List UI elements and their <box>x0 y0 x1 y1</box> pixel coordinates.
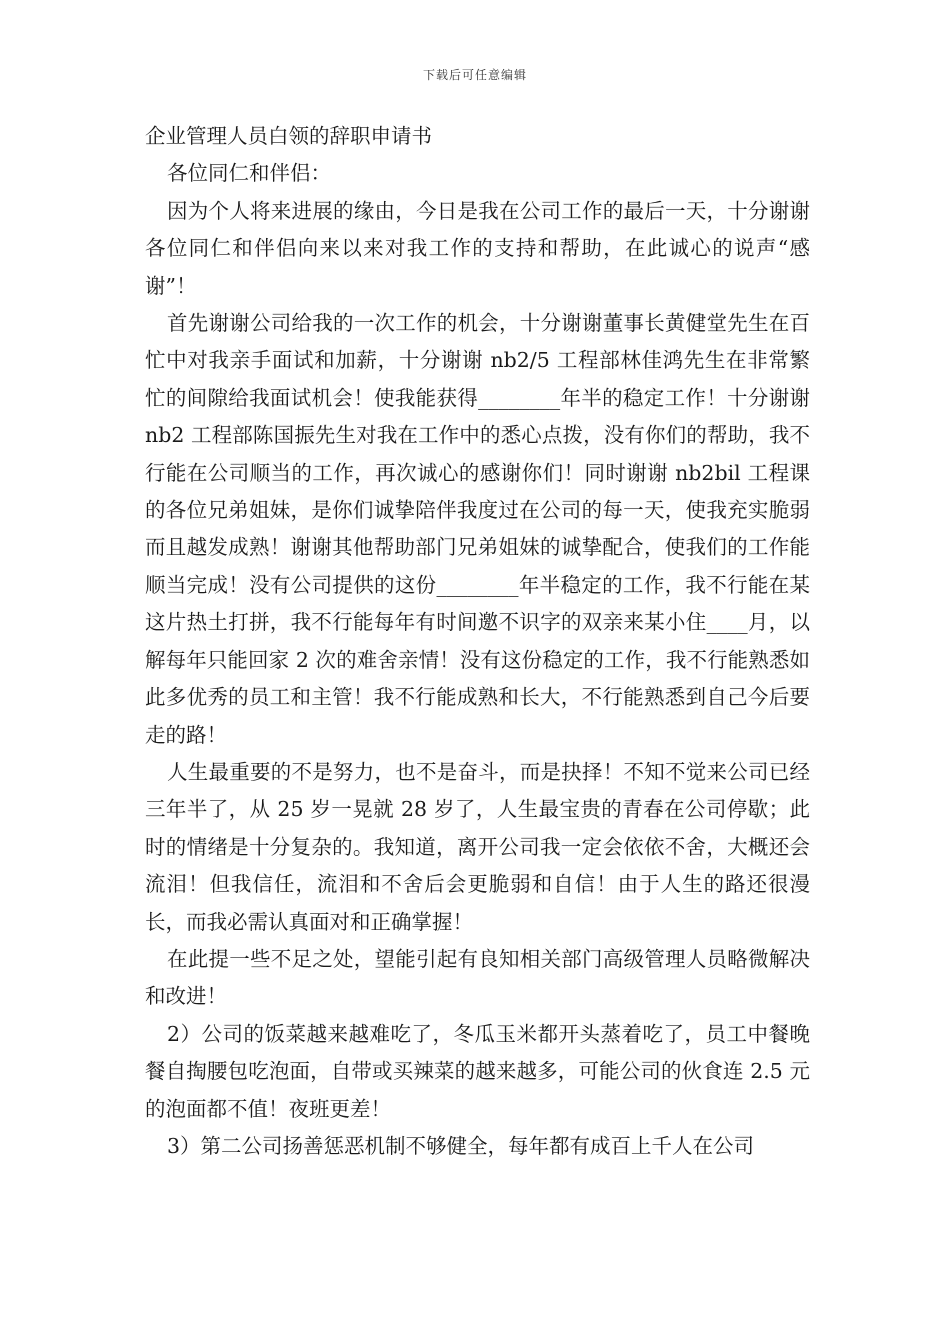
paragraph-reflection: 人生最重要的不是努力，也不是奋斗，而是抉择！不知不觉来公司已经三年半了，从 25 岁一晃就 28 岁了，人生最宝贵的青春在公司停歇；此时的情绪是十分复杂的。我知道，离开公司我一定会依依不舍，大概还会流泪！但我信任，流泪和不舍后会更脆弱和自信！由于人生的路还很漫长，而我必需认真面对和正确掌握！ <box>145 759 810 934</box>
paragraph-thanks: 首先谢谢公司给我的一次工作的机会，十分谢谢董事长黄健堂先生在百忙中对我亲手面试和加薪，十分谢谢 nb2/5 工程部林佳鸿先生在非常繁忙的间隙给我面试机会！使我能获得________年半的稳定工作！十分谢谢 nb2 工程部陈国振先生对我在工作中的悉心点拨，没有你们的帮助，我不行能在公司顺当的工作，再次诚心的感谢你们！同时谢谢 nb2bil 工程课的各位兄弟姐妹，是你们诚挚陪伴我度过在公司的每一天，使我充实脆弱而且越发成熟！谢谢其他帮助部门兄弟姐妹的诚挚配合，使我们的工作能顺当完成！没有公司提供的这份________年半稳定的工作，我不行能在某这片热土打拼，我不行能每年有时间邀不识字的双亲来某小住____月，以解每年只能回家 2 次的难舍亲情！没有这份稳定的工作，我不行能熟悉如此多优秀的员工和主管！我不行能成熟和长大，不行能熟悉到自己今后要走的路！ <box>145 311 810 747</box>
paragraph-intro: 因为个人将来进展的缘由，今日是我在公司工作的最后一天，十分谢谢各位同仁和伴侣向来以来对我工作的支持和帮助，在此诚心的说声“感谢”！ <box>145 198 810 298</box>
paragraph-suggestions-intro: 在此提一些不足之处，望能引起有良知相关部门高级管理人员略微解决和改进！ <box>145 946 810 1009</box>
document-body <box>145 118 810 1165</box>
document-title: 企业管理人员白领的辞职申请书 <box>145 124 432 148</box>
page-header-note: 下载后可任意编辑 <box>422 68 527 82</box>
list-item-2: 2）公司的饭菜越来越难吃了，冬瓜玉米都开头蒸着吃了，员工中餐晚餐自掏腰包吃泡面，自带或买辣菜的越来越多，可能公司的伙食连 2.5 元的泡面都不值！夜班更差！ <box>145 1021 810 1121</box>
list-item-3: 3）第二公司扬善惩恶机制不够健全，每年都有成百上千人在公司 <box>167 1133 755 1158</box>
greeting: 各位同仁和伴侣： <box>167 161 331 186</box>
